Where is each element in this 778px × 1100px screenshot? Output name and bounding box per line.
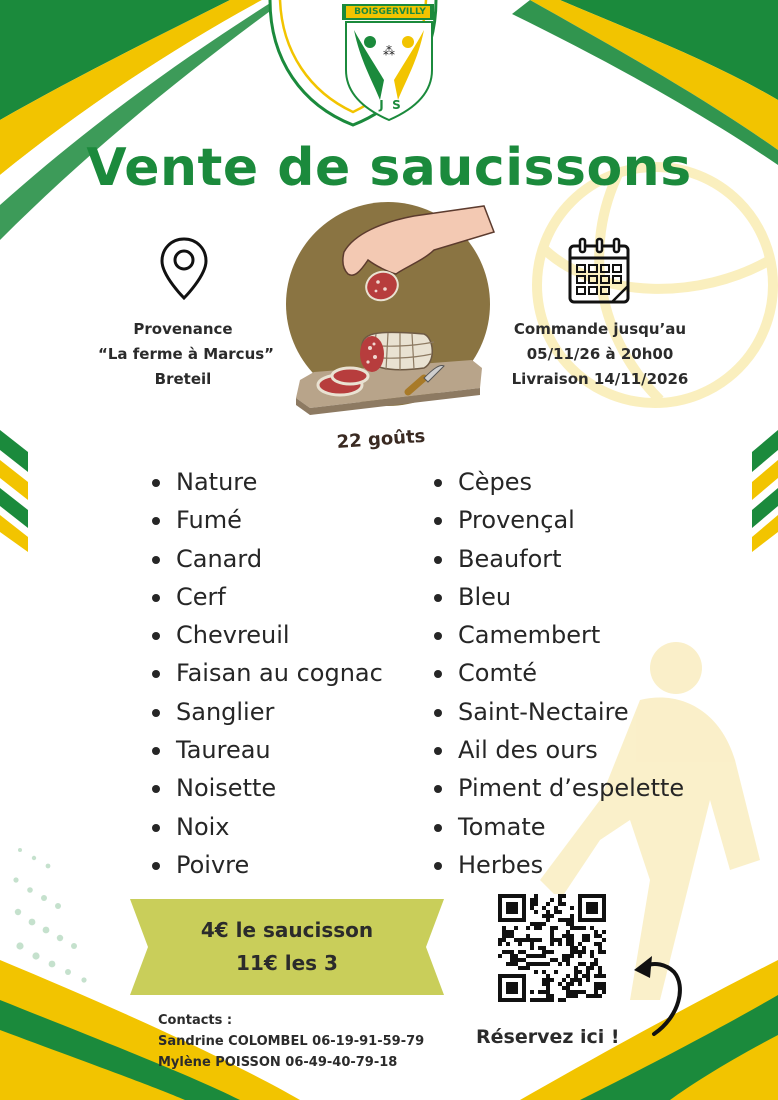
flavor-item: Sanglier [150,693,383,731]
contacts-label: Contacts : [158,1013,233,1028]
flavor-item: Bleu [432,578,684,616]
flavor-item: Herbes [432,846,684,884]
flavor-item: Nature [150,463,383,501]
flavor-item: Poivre [150,846,383,884]
flavor-item: Tomate [432,808,684,846]
calendar-icon [566,236,634,306]
price-single: 4€ le saucisson [200,918,374,942]
svg-text:⁂: ⁂ [383,44,395,58]
flavor-item: Beaufort [432,540,684,578]
flavor-item: Cèpes [432,463,684,501]
price-bundle: 11€ les 3 [236,951,338,975]
contact-sandrine: Sandrine COLOMBEL 06-19-91-59-79 [158,1034,425,1049]
flavor-item: Chevreuil [150,616,383,654]
flavor-list-left [150,463,383,884]
order-deadline-date: 05/11/26 à 20h00 [526,345,674,363]
flavor-item: Taureau [150,731,383,769]
qr-code-icon[interactable] [498,894,606,1002]
club-letters: J S [379,98,401,112]
flavor-item: Saint-Nectaire [432,693,684,731]
club-name: BOISGERVILLY [354,7,426,17]
delivery-date: Livraison 14/11/2026 [511,370,689,388]
contact-mylene: Mylène POISSON 06-49-40-79-18 [158,1055,398,1070]
flavor-item: Camembert [432,616,684,654]
flavor-list-right [432,463,684,884]
flavor-item: Ail des ours [432,731,684,769]
provenance-town: Breteil [154,370,212,388]
flavor-count: 22 goûts [336,425,426,453]
price-info [150,914,424,980]
flavor-item: Canard [150,540,383,578]
page-title: Vente de saucissons [86,138,692,198]
club-logo [262,0,444,128]
order-info [500,317,700,392]
location-pin-icon [158,236,210,302]
reserve-label: Réservez ici ! [476,1026,620,1048]
flavor-item: Cerf [150,578,383,616]
flavor-item: Comté [432,654,684,692]
flavor-item: Faisan au cognac [150,654,383,692]
provenance-info [98,317,275,392]
provenance-farm: “La ferme à Marcus” [98,345,275,363]
flavor-item: Provençal [432,501,684,539]
flavor-item: Fumé [150,501,383,539]
contacts [158,1010,424,1073]
flavor-item: Noix [150,808,383,846]
provenance-label: Provenance [133,320,233,338]
flavor-item: Piment d’espelette [432,769,684,807]
sausage-illustration [284,202,494,420]
order-deadline-label: Commande jusqu’au [513,320,687,338]
flavor-item: Noisette [150,769,383,807]
curved-arrow-icon [628,948,694,1040]
